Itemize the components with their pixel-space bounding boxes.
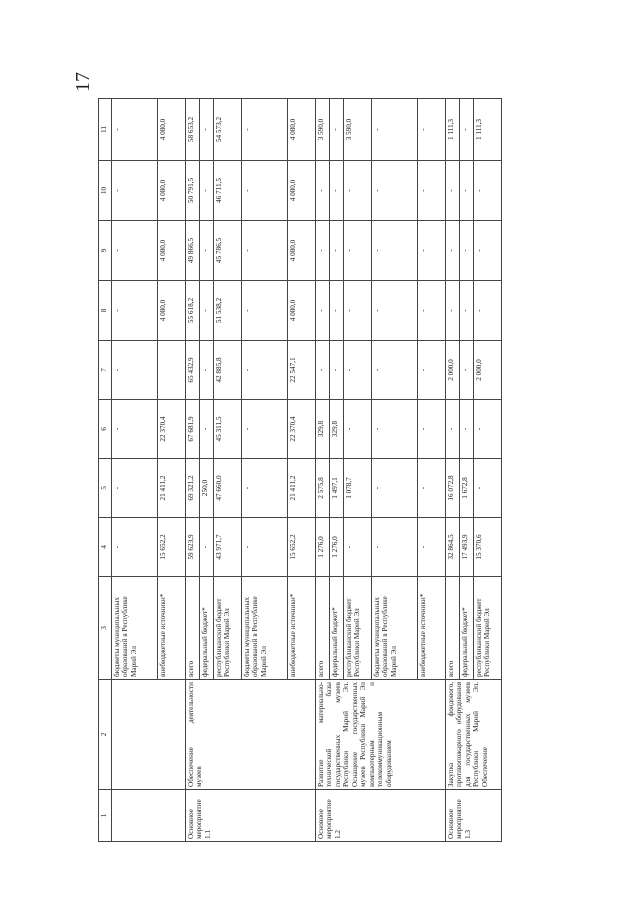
value-cell: - (242, 341, 288, 400)
value-cell: 21 411,2 (288, 459, 316, 518)
value-cell: - (372, 281, 418, 341)
value-cell (158, 341, 186, 400)
value-cell: - (200, 221, 214, 281)
value-cell: - (344, 221, 372, 281)
value-cell: - (242, 518, 288, 577)
value-cell: - (330, 161, 344, 221)
value-cell: - (418, 459, 446, 518)
value-cell: - (460, 161, 474, 221)
value-cell: 45 311,5 (214, 400, 242, 459)
funding-source-cell: федеральный бюджет* (460, 577, 474, 680)
value-cell: - (460, 281, 474, 341)
value-cell: 49 866,5 (186, 221, 200, 281)
measure-code-cell: Основное мероприятие 1.1 (186, 790, 316, 842)
value-cell: 65 432,9 (186, 341, 200, 400)
value-cell: - (372, 161, 418, 221)
value-cell: - (316, 281, 330, 341)
value-cell: 3 590,0 (344, 99, 372, 161)
value-cell: 45 786,5 (214, 221, 242, 281)
col-header: 9 (99, 221, 112, 281)
value-cell: - (330, 341, 344, 400)
value-cell: - (474, 400, 502, 459)
funding-source-cell: внебюджетные источники* (418, 577, 446, 680)
value-cell: - (418, 221, 446, 281)
value-cell: - (200, 281, 214, 341)
value-cell: - (330, 99, 344, 161)
value-cell: - (242, 99, 288, 161)
funding-source-cell: республиканский бюджет Республики Марий Эл (474, 577, 502, 680)
value-cell: - (344, 341, 372, 400)
value-cell: 43 971,7 (214, 518, 242, 577)
value-cell: 67 681,9 (186, 400, 200, 459)
value-cell: 4 080,0 (288, 99, 316, 161)
value-cell: 22 370,4 (158, 400, 186, 459)
value-cell: - (200, 99, 214, 161)
value-cell: 2 575,8 (316, 459, 330, 518)
value-cell: 4 080,0 (158, 99, 186, 161)
funding-source-cell: бюджеты муниципальных образований в Республике Марий Эл (242, 577, 288, 680)
value-cell: 16 072,8 (446, 459, 460, 518)
value-cell: - (330, 281, 344, 341)
funding-source-cell: всего (316, 577, 330, 680)
value-cell: 3 590,0 (316, 99, 330, 161)
col-header: 4 (99, 518, 112, 577)
value-cell: - (372, 341, 418, 400)
value-cell: - (418, 341, 446, 400)
measure-name-cell: Развитие материально-технической базы государственных музеев Республики Марий Эл. Оснащение государственных музеев Республики Марий Эл компьютерным и телекоммуникационным оборудованием (316, 680, 446, 790)
header-row (99, 99, 112, 842)
funding-source-cell: федеральный бюджет* (200, 577, 214, 680)
col-header: 3 (99, 577, 112, 680)
value-cell: - (344, 281, 372, 341)
rotated-table-wrapper (98, 99, 528, 842)
value-cell: 50 791,5 (186, 161, 200, 221)
value-cell: - (112, 459, 158, 518)
value-cell: - (460, 400, 474, 459)
value-cell: 250,0 (200, 459, 214, 518)
value-cell: - (372, 99, 418, 161)
value-cell: - (344, 518, 372, 577)
value-cell: - (344, 400, 372, 459)
value-cell: 4 080,0 (158, 221, 186, 281)
funding-source-cell: федеральный бюджет* (330, 577, 344, 680)
value-cell: - (418, 161, 446, 221)
value-cell: 51 538,2 (214, 281, 242, 341)
funding-source-cell: бюджеты муниципальных образований в Республике Марий Эл (112, 577, 158, 680)
measure-code-cell: Основное мероприятие 1.2 (316, 790, 446, 842)
value-cell: - (112, 518, 158, 577)
value-cell: - (200, 161, 214, 221)
value-cell: - (460, 99, 474, 161)
value-cell: - (200, 400, 214, 459)
value-cell: 42 885,8 (214, 341, 242, 400)
value-cell: - (446, 221, 460, 281)
value-cell: - (372, 459, 418, 518)
value-cell: - (112, 400, 158, 459)
value-cell: 59 623,9 (186, 518, 200, 577)
funding-source-cell: всего (186, 577, 200, 680)
value-cell: - (242, 161, 288, 221)
value-cell: - (460, 221, 474, 281)
value-cell: 4 080,0 (158, 281, 186, 341)
value-cell: - (418, 518, 446, 577)
col-header: 6 (99, 400, 112, 459)
value-cell: 2 000,0 (446, 341, 460, 400)
value-cell: 22 547,1 (288, 341, 316, 400)
value-cell: 1 111,3 (446, 99, 460, 161)
value-cell: - (418, 400, 446, 459)
value-cell: - (112, 221, 158, 281)
value-cell: 2 000,0 (474, 341, 502, 400)
value-cell: 4 080,0 (288, 161, 316, 221)
funding-source-cell: бюджеты муниципальных образований в Республике Марий Эл (372, 577, 418, 680)
value-cell: - (112, 161, 158, 221)
continuation-cell (112, 790, 186, 842)
value-cell: - (200, 518, 214, 577)
value-cell: 55 618,2 (186, 281, 200, 341)
value-cell: - (316, 341, 330, 400)
value-cell: 1 078,7 (344, 459, 372, 518)
value-cell: - (344, 161, 372, 221)
budget-table (98, 98, 502, 842)
value-cell: - (460, 341, 474, 400)
value-cell: 17 493,9 (460, 518, 474, 577)
value-cell: 329,8 (330, 400, 344, 459)
value-cell: - (418, 99, 446, 161)
funding-source-cell: всего (446, 577, 460, 680)
measure-name-cell: Обеспечение деятельности музеев (186, 680, 316, 790)
value-cell: 1 111,3 (474, 99, 502, 161)
value-cell: - (200, 341, 214, 400)
col-header: 8 (99, 281, 112, 341)
value-cell: - (112, 341, 158, 400)
value-cell: 47 660,0 (214, 459, 242, 518)
table-row (316, 99, 330, 842)
value-cell: 46 711,5 (214, 161, 242, 221)
value-cell: 15 652,2 (288, 518, 316, 577)
value-cell: - (446, 400, 460, 459)
value-cell: - (112, 281, 158, 341)
value-cell: 4 080,0 (288, 281, 316, 341)
value-cell: 54 573,2 (214, 99, 242, 161)
value-cell: 69 321,2 (186, 459, 200, 518)
value-cell: - (418, 281, 446, 341)
funding-source-cell: республиканский бюджет Республики Марий Эл (214, 577, 242, 680)
value-cell: 15 370,6 (474, 518, 502, 577)
value-cell: - (474, 161, 502, 221)
page-number: 17 (72, 72, 94, 92)
value-cell: 22 370,4 (288, 400, 316, 459)
continuation-cell (112, 680, 186, 790)
value-cell: 1 276,0 (316, 518, 330, 577)
value-cell: 58 653,2 (186, 99, 200, 161)
table-row (186, 99, 200, 842)
value-cell: 1 497,1 (330, 459, 344, 518)
col-header: 10 (99, 161, 112, 221)
funding-source-cell: внебюджетные источники* (288, 577, 316, 680)
value-cell: - (446, 161, 460, 221)
value-cell: - (330, 221, 344, 281)
col-header: 1 (99, 790, 112, 842)
value-cell: - (112, 99, 158, 161)
table-row (446, 99, 460, 842)
value-cell: 4 080,0 (158, 161, 186, 221)
value-cell: 15 652,2 (158, 518, 186, 577)
value-cell: - (474, 459, 502, 518)
value-cell: - (474, 221, 502, 281)
value-cell: 4 080,0 (288, 221, 316, 281)
value-cell: 21 411,2 (158, 459, 186, 518)
col-header: 11 (99, 99, 112, 161)
col-header: 2 (99, 680, 112, 790)
funding-source-cell: республиканский бюджет Республики Марий Эл (344, 577, 372, 680)
value-cell: - (372, 518, 418, 577)
value-cell: 32 864,5 (446, 518, 460, 577)
value-cell: - (242, 459, 288, 518)
value-cell: - (372, 400, 418, 459)
value-cell: - (372, 221, 418, 281)
value-cell: - (316, 221, 330, 281)
value-cell: - (242, 221, 288, 281)
value-cell: - (242, 400, 288, 459)
value-cell: 1 672,8 (460, 459, 474, 518)
measure-name-cell: Закупка фондового, противопожарного оборудования для государственных музеев Республики Марий Эл. Обеспечение (446, 680, 502, 790)
value-cell: - (316, 161, 330, 221)
value-cell: - (242, 281, 288, 341)
col-header: 7 (99, 341, 112, 400)
funding-source-cell: внебюджетные источники* (158, 577, 186, 680)
value-cell: - (446, 281, 460, 341)
value-cell: - (474, 281, 502, 341)
col-header: 5 (99, 459, 112, 518)
value-cell: 329,8 (316, 400, 330, 459)
table-row (112, 99, 158, 842)
value-cell: 1 276,0 (330, 518, 344, 577)
measure-code-cell: Основное мероприятие 1.3 (446, 790, 502, 842)
